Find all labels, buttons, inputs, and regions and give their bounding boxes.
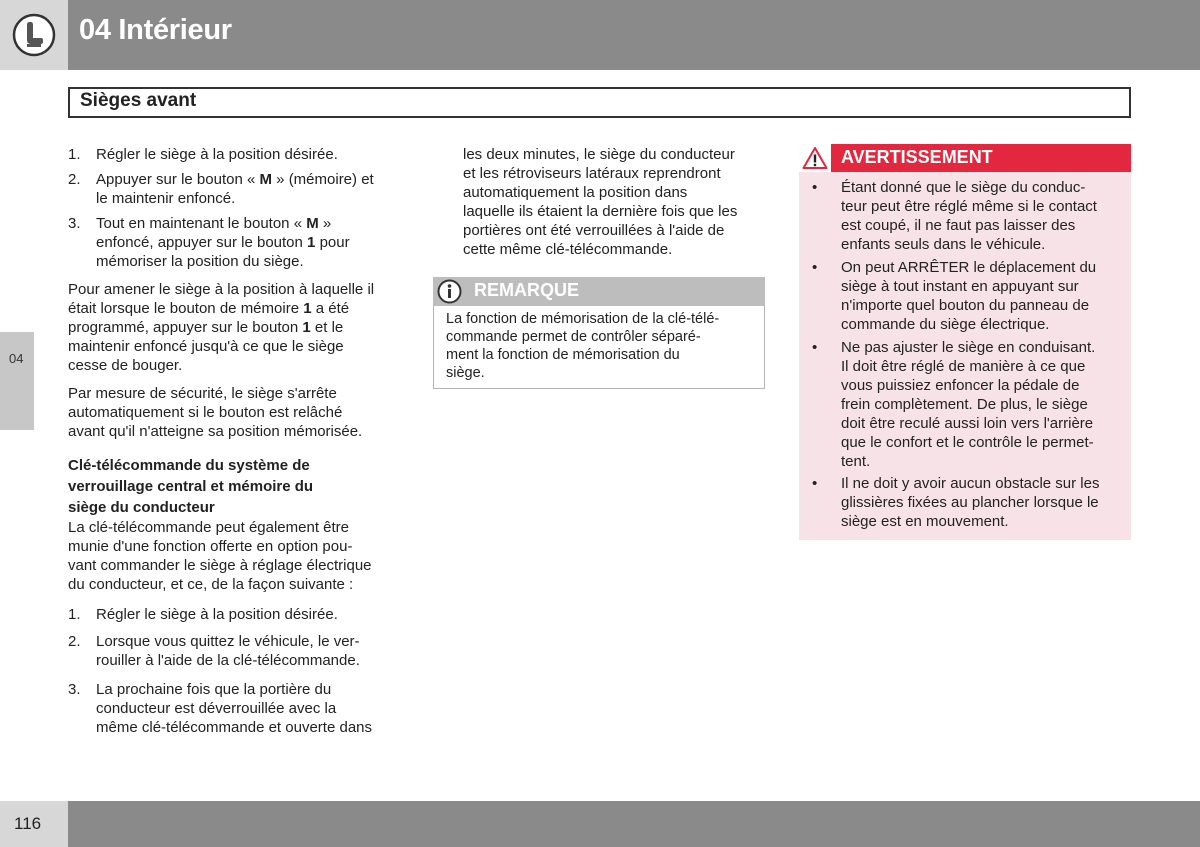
text-line: Il ne doit y avoir aucun obstacle sur les — [841, 475, 1100, 492]
text-line: munie d'une fonction offerte en option pou- — [68, 538, 353, 555]
bullet-dot: • — [812, 259, 818, 276]
note-title: REMARQUE — [474, 280, 580, 300]
warning-triangle-icon — [802, 146, 828, 170]
text-line: automatiquement la position dans — [463, 184, 688, 201]
text-line: La fonction de mémorisation de la clé-télé- — [446, 311, 720, 327]
text-line: Tout en maintenant le bouton « M » — [96, 215, 332, 232]
step-number: 1. — [68, 606, 81, 623]
step-number: 2. — [68, 633, 81, 650]
text-line: siège du conducteur — [68, 499, 215, 516]
text-line: avant qu'il n'atteigne sa position mémorisée. — [68, 423, 363, 440]
section-title: Sièges avant — [80, 90, 197, 111]
text-line: Étant donné que le siège du conduc- — [841, 179, 1086, 196]
seat-icon — [12, 13, 56, 57]
step-text — [96, 632, 360, 670]
text-line: La clé-télécommande peut également être — [68, 519, 350, 536]
text-line: On peut ARRÊTER le déplacement du — [841, 259, 1097, 276]
note-text — [446, 310, 719, 382]
text-line: Par mesure de sécurité, le siège s'arrête — [68, 385, 337, 402]
text-line: est coupé, il ne faut pas laisser des — [841, 217, 1076, 234]
text-line: tent. — [841, 453, 871, 470]
warning-bullet-text — [841, 178, 1131, 254]
text-line: n'importe quel bouton du panneau de — [841, 297, 1090, 314]
text-line: cette même clé-télécommande. — [463, 241, 673, 258]
chapter-side-tab-label: 04 — [9, 351, 24, 366]
step-text — [96, 170, 374, 208]
section-title-bar — [68, 87, 1131, 118]
warning-bullet-text — [841, 338, 1131, 471]
text-line: rouiller à l'aide de la clé-télécommande. — [96, 652, 360, 669]
text-line: mémoriser la position du siège. — [96, 253, 304, 270]
step-number: 1. — [68, 146, 81, 163]
text-line: même clé-télécommande et ouverte dans — [96, 719, 373, 736]
warning-title: AVERTISSEMENT — [841, 147, 993, 167]
text-line: ment la fonction de mémorisation du — [446, 347, 680, 363]
text-line: que le confort et le contrôle le permet- — [841, 434, 1094, 451]
text-line: Appuyer sur le bouton « M » (mémoire) et — [96, 171, 374, 188]
text-line: maintenir enfoncé jusqu'à ce que le siège — [68, 338, 344, 355]
paragraph-safety-stop — [68, 384, 362, 441]
header-bar — [68, 0, 1200, 70]
step-text — [96, 680, 372, 737]
step-number: 2. — [68, 171, 81, 188]
text-line: vous puissiez enfoncer la pédale de — [841, 377, 1080, 394]
text-line: doit être reculé aussi loin vers l'arrière — [841, 415, 1094, 432]
text-line: siège à tout instant en appuyant sur — [841, 278, 1079, 295]
bullet-dot: • — [812, 179, 818, 196]
footer-bar — [68, 801, 1200, 847]
paragraph-memory-recall — [68, 280, 374, 375]
warning-bullet-text — [841, 474, 1131, 531]
text-line: siège est en mouvement. — [841, 513, 1009, 530]
text-line: du conducteur, et ce, de la façon suivante : — [68, 576, 354, 593]
text-line: Clé-télécommande du système de — [68, 457, 310, 474]
text-line: commande permet de contrôler séparé- — [446, 329, 701, 345]
text-line: était lorsque le bouton de mémoire 1 a été — [68, 300, 350, 317]
chapter-side-tab — [0, 332, 34, 430]
text-line: teur peut être réglé même si le contact — [841, 198, 1097, 215]
text-line: le maintenir enfoncé. — [96, 190, 236, 207]
step-number: 3. — [68, 681, 81, 698]
step-text — [96, 605, 338, 624]
text-line: glissières fixées au plancher lorsque le — [841, 494, 1099, 511]
text-line: verrouillage central et mémoire du — [68, 478, 314, 495]
subheading-remote-memory — [68, 455, 313, 518]
text-line: frein complètement. De plus, le siège — [841, 396, 1088, 413]
text-line: Régler le siège à la position désirée. — [96, 146, 338, 163]
text-line: laquelle ils étaient la dernière fois que les — [463, 203, 738, 220]
step-number: 3. — [68, 215, 81, 232]
bullet-dot: • — [812, 339, 818, 356]
text-line: vant commander le siège à réglage électrique — [68, 557, 372, 574]
text-line: portières ont été verrouillées à l'aide de — [463, 222, 725, 239]
paragraph-continued — [463, 145, 737, 259]
step-text — [96, 214, 350, 271]
page-number: 116 — [14, 814, 42, 833]
text-line: automatiquement si le bouton est relâché — [68, 404, 343, 421]
step-text — [96, 145, 338, 164]
info-icon — [437, 279, 462, 304]
text-line: Ne pas ajuster le siège en conduisant. — [841, 339, 1096, 356]
text-line: cesse de bouger. — [68, 357, 183, 374]
text-line: Lorsque vous quittez le véhicule, le ver- — [96, 633, 360, 650]
page-title: 04 Intérieur — [79, 14, 232, 46]
text-line: et les rétroviseurs latéraux reprendront — [463, 165, 721, 182]
text-line: conducteur est déverrouillée avec la — [96, 700, 337, 717]
text-line: La prochaine fois que la portière du — [96, 681, 332, 698]
paragraph-remote-option — [68, 518, 372, 594]
warning-bullet-text — [841, 258, 1131, 334]
text-line: Régler le siège à la position désirée. — [96, 606, 338, 623]
text-line: enfants seuls dans le véhicule. — [841, 236, 1046, 253]
text-line: siège. — [446, 365, 485, 381]
text-line: commande du siège électrique. — [841, 316, 1050, 333]
text-line: programmé, appuyer sur le bouton 1 et le — [68, 319, 344, 336]
text-line: enfoncé, appuyer sur le bouton 1 pour — [96, 234, 350, 251]
text-line: les deux minutes, le siège du conducteur — [463, 146, 735, 163]
text-line: Pour amener le siège à la position à laquelle il — [68, 281, 375, 298]
text-line: Il doit être réglé de manière à ce que — [841, 358, 1086, 375]
bullet-dot: • — [812, 475, 818, 492]
